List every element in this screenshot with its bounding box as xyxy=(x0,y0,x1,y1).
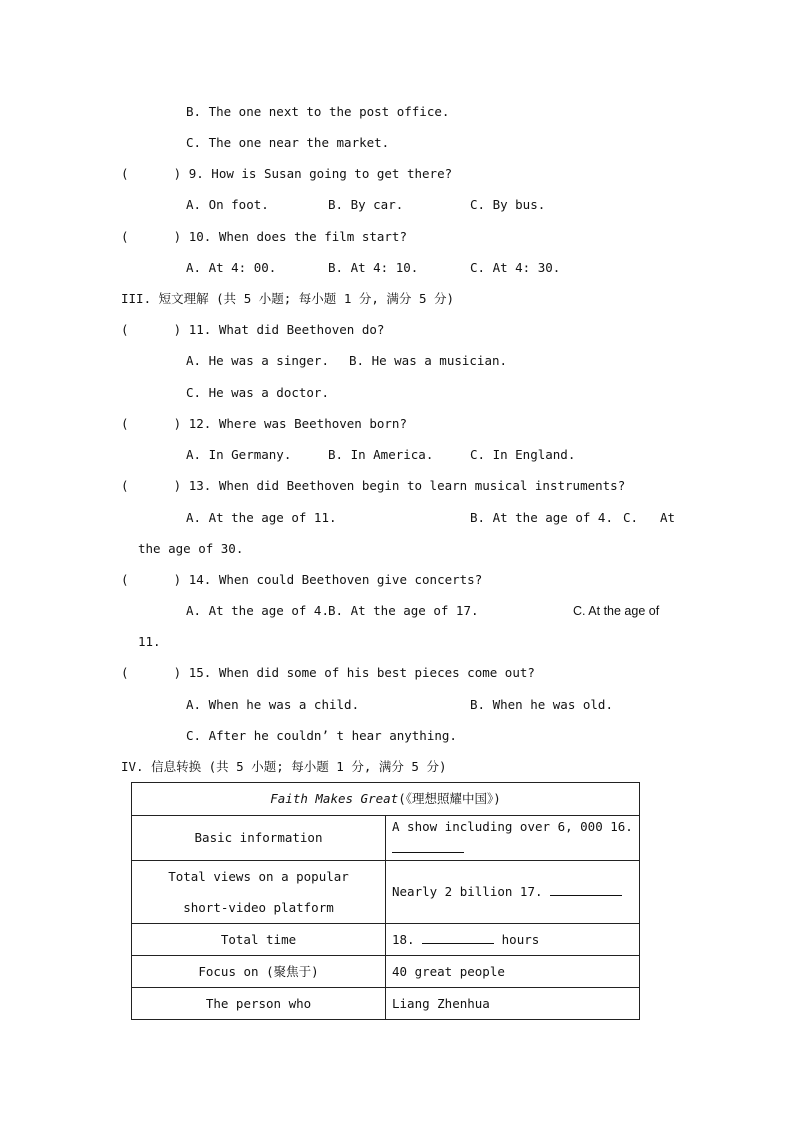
question-13-option-c-marker: C. xyxy=(623,510,639,525)
row-label: Total time xyxy=(132,924,386,956)
row-value: 40 great people xyxy=(386,956,640,988)
question-9-option-a: A. On foot. xyxy=(186,197,269,212)
question-8-option-c: C. The one near the market. xyxy=(186,135,390,150)
row-value xyxy=(386,861,640,924)
question-13-option-a: A. At the age of 11. xyxy=(186,510,337,525)
table-row xyxy=(132,988,640,1020)
row-value-text: A show including over 6, 000 16. xyxy=(392,819,633,834)
question-13-option-c-start: At xyxy=(660,510,676,525)
question-14-option-a: A. At the age of 4. xyxy=(186,603,329,618)
question-12-option-b: B. In America. xyxy=(328,447,434,462)
question-10-option-b: B. At 4: 10. xyxy=(328,260,419,275)
row-label xyxy=(132,861,386,924)
table-row xyxy=(132,816,640,861)
row-value-text: Nearly 2 billion 17. xyxy=(392,884,543,899)
row-value xyxy=(386,816,640,861)
question-12-stem: ( ) 12. Where was Beethoven born? xyxy=(121,416,407,431)
question-15-option-a: A. When he was a child. xyxy=(186,697,360,712)
question-11-stem: ( ) 11. What did Beethoven do? xyxy=(121,322,385,337)
question-13-option-b: B. At the age of 4. xyxy=(470,510,613,525)
question-8-option-b: B. The one next to the post office. xyxy=(186,104,450,119)
question-11-option-b: B. He was a musician. xyxy=(349,353,508,368)
answer-blank[interactable] xyxy=(422,931,494,944)
row-value-suffix: hours xyxy=(501,931,540,947)
question-13-stem: ( ) 13. When did Beethoven begin to learn musical instruments? xyxy=(121,478,626,493)
table-row xyxy=(132,956,640,988)
question-10-option-a: A. At 4: 00. xyxy=(186,260,277,275)
row-value xyxy=(386,924,640,956)
row-label-line-2: short-video platform xyxy=(183,900,334,915)
question-11-option-a: A. He was a singer. xyxy=(186,353,329,368)
question-11-option-c: C. He was a doctor. xyxy=(186,385,329,400)
table-row xyxy=(132,861,640,924)
row-label: Basic information xyxy=(132,816,386,861)
question-14-option-b: B. At the age of 17. xyxy=(328,603,479,618)
question-9-option-c: C. By bus. xyxy=(470,197,546,212)
question-14-stem: ( ) 14. When could Beethoven give concerts? xyxy=(121,572,483,587)
answer-blank[interactable] xyxy=(550,883,622,896)
question-15-option-b: B. When he was old. xyxy=(470,697,613,712)
section-4-heading: IV. 信息转换 (共 5 小题; 每小题 1 分, 满分 5 分) xyxy=(121,759,447,774)
table-title xyxy=(132,783,640,816)
question-14-option-c-wrap: 11. xyxy=(138,634,161,649)
question-9-option-b: B. By car. xyxy=(328,197,404,212)
answer-blank[interactable] xyxy=(392,840,464,853)
question-12-option-a: A. In Germany. xyxy=(186,447,292,462)
section-3-heading: III. 短文理解 (共 5 小题; 每小题 1 分, 满分 5 分) xyxy=(121,291,455,306)
info-table xyxy=(131,782,640,1020)
question-15-stem: ( ) 15. When did some of his best pieces come out? xyxy=(121,665,535,680)
question-12-option-c: C. In England. xyxy=(470,447,576,462)
row-label: The person who xyxy=(132,988,386,1020)
row-label: Focus on (聚焦于) xyxy=(132,956,386,988)
question-14-option-c: C. At the age of xyxy=(573,604,660,618)
table-title-chinese: (《理想照耀中国》) xyxy=(398,791,501,806)
question-10-stem: ( ) 10. When does the film start? xyxy=(121,229,407,244)
row-label-line-1: Total views on a popular xyxy=(168,869,349,884)
question-10-option-c: C. At 4: 30. xyxy=(470,260,561,275)
question-13-option-c-wrap: the age of 30. xyxy=(138,541,244,556)
table-row xyxy=(132,924,640,956)
question-15-option-c: C. After he couldn’ t hear anything. xyxy=(186,728,457,743)
row-value: Liang Zhenhua xyxy=(386,988,640,1020)
table-title-english: Faith Makes Great xyxy=(270,791,399,806)
question-9-stem: ( ) 9. How is Susan going to get there? xyxy=(121,166,453,181)
row-value-prefix: 18. xyxy=(392,931,415,947)
